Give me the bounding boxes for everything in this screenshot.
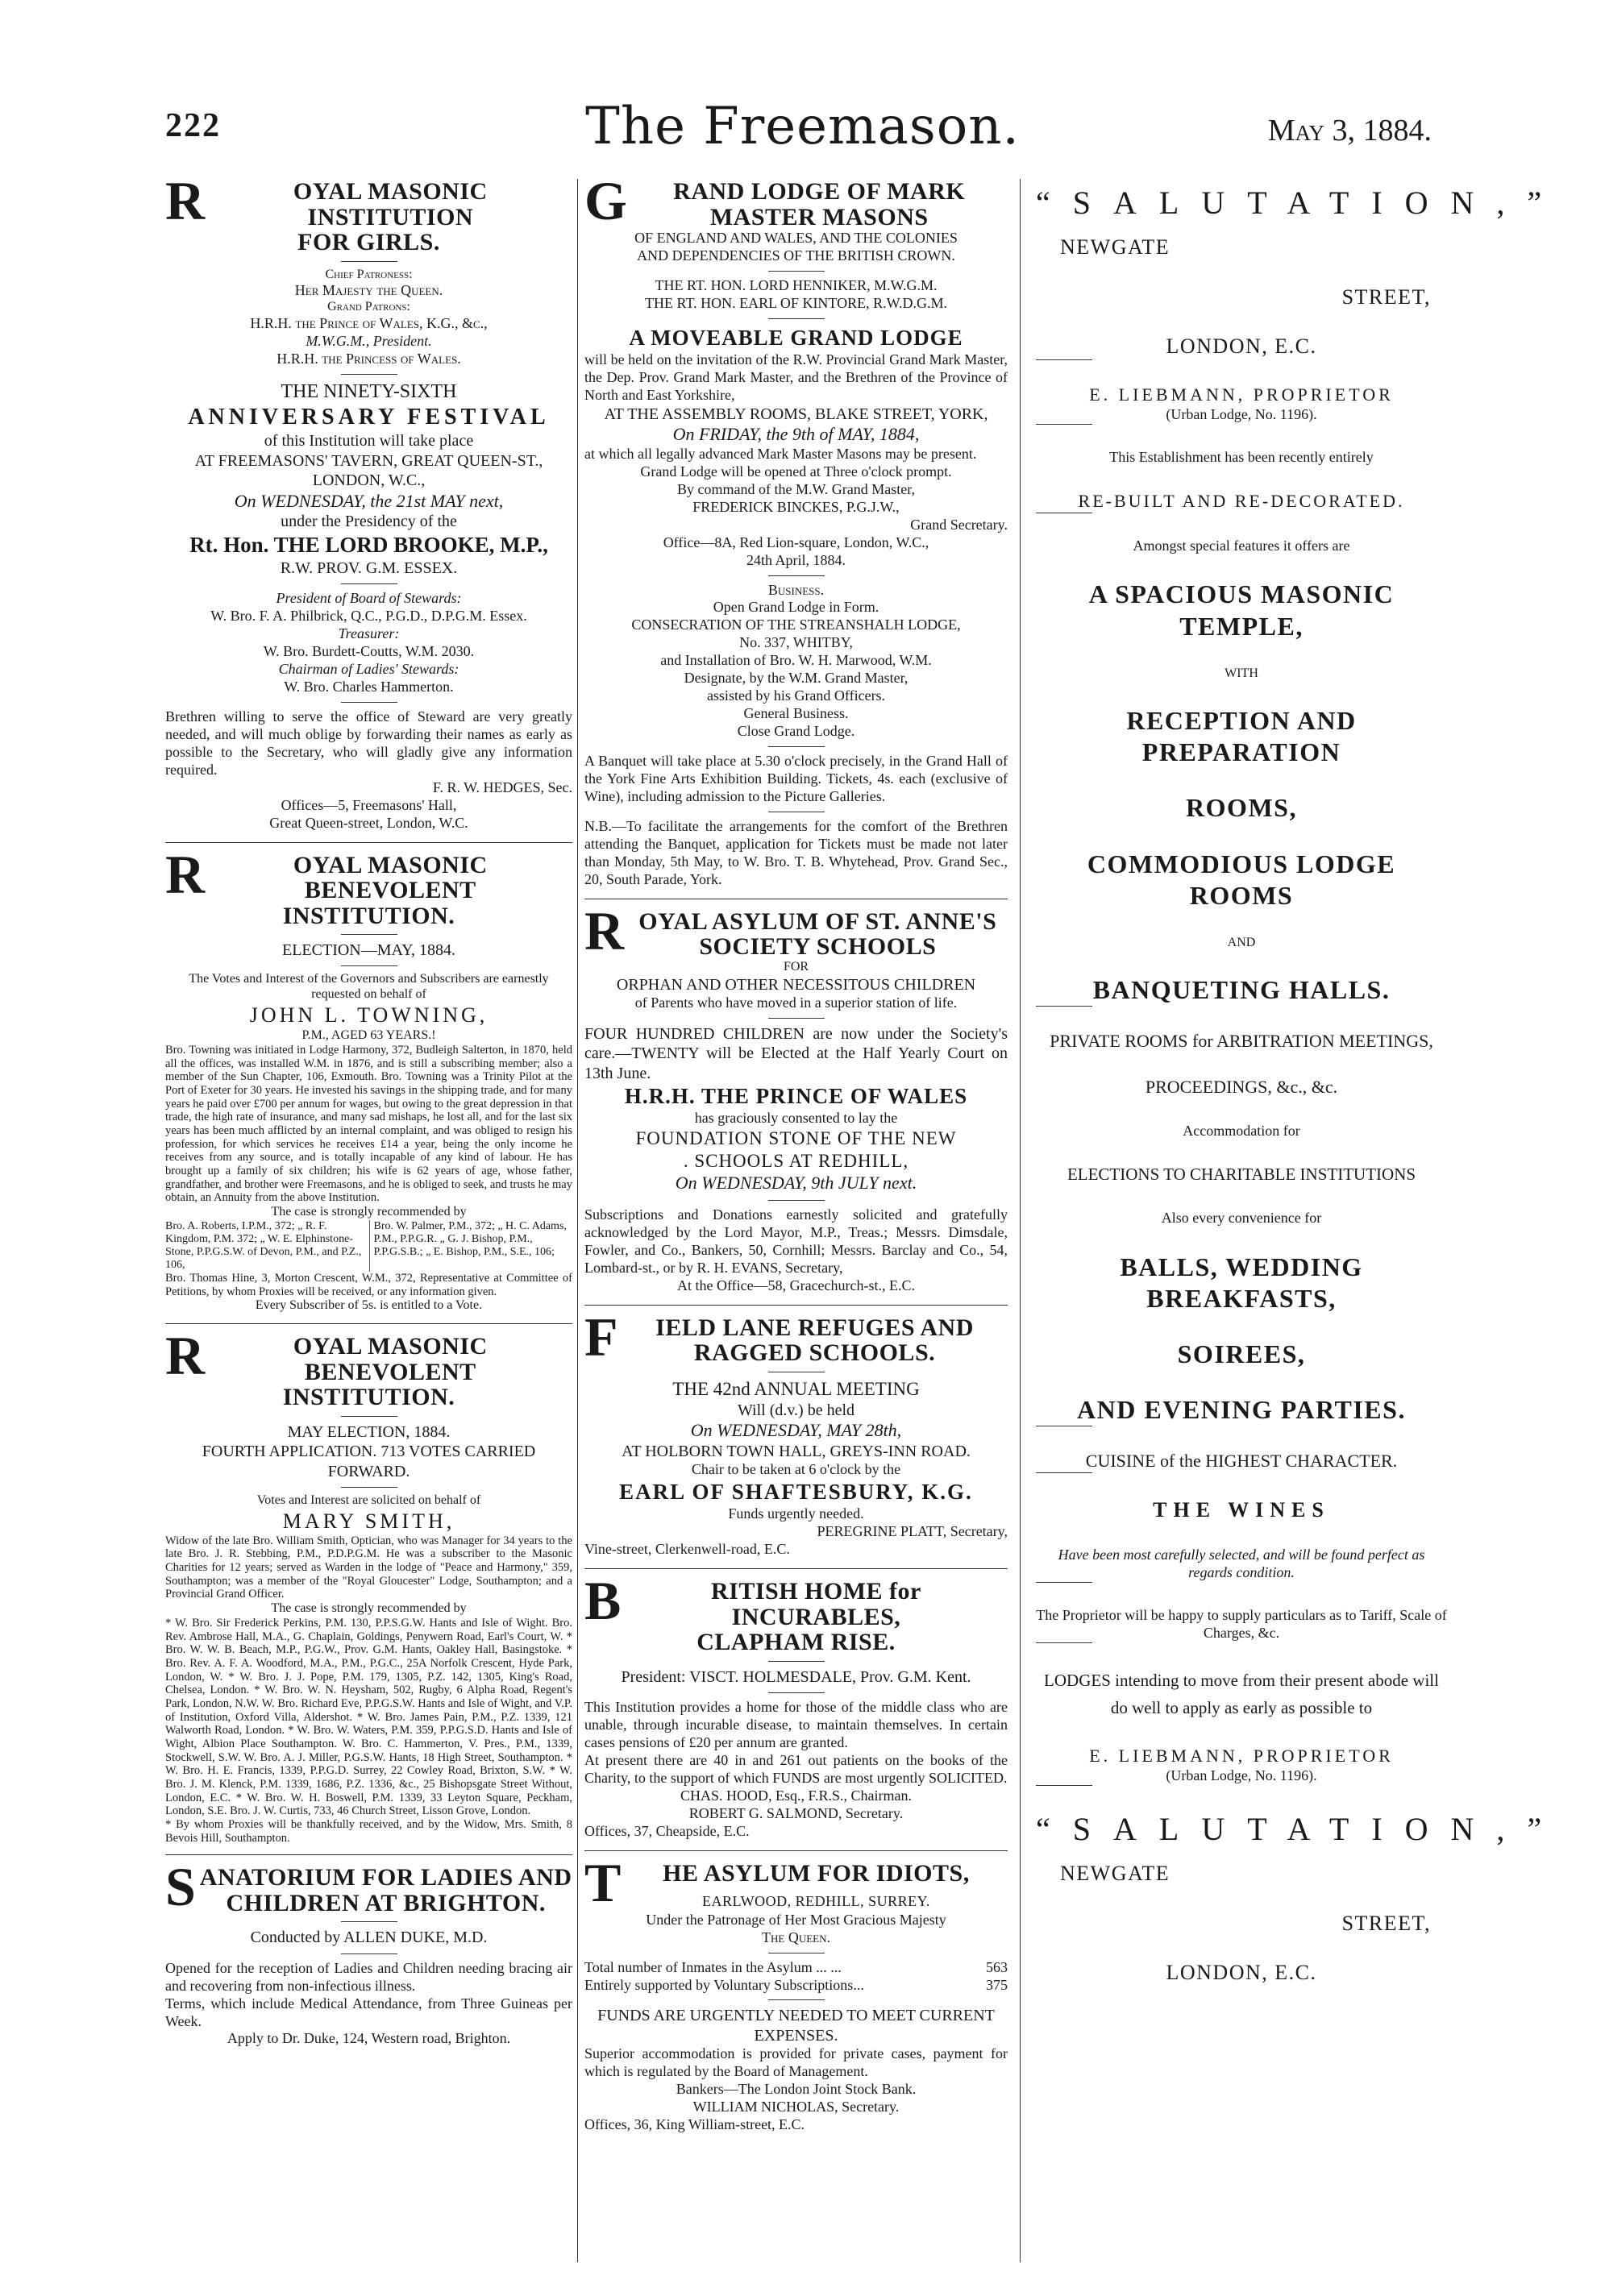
text-line: Every Subscriber of 5s. is entitled to a Vote. [255,1298,483,1313]
text-line: AND DEPENDENCIES OF THE BRITISH CROWN. [637,247,955,264]
ad-title: F IELD LANE REFUGES AND RAGGED SCHOOLS. [584,1306,974,1368]
text-line: AND [1227,935,1256,949]
text-line: . SCHOOLS AT REDHILL, [683,1151,909,1172]
recommenders [165,1220,572,1272]
salutation-title: “SALUTATION,” [1036,185,1565,221]
text-line: (Urban Lodge, No. 1196). [1166,405,1317,422]
body-text: The Proprietor will be happy to supply particulars as to Tariff, Scale of Charges, &c. [1036,1607,1447,1642]
text-line: RE-BUILT AND RE-DECORATED. [1078,490,1405,511]
text-line: FUNDS ARE URGENTLY NEEDED TO MEET CURRENT EXPENSES. [597,2007,995,2045]
text-line: Amongst special features it offers are [1133,537,1350,554]
feature: AND EVENING PARTIES. [1077,1394,1406,1424]
text-line: ELECTIONS TO CHARITABLE INSTITUTIONS [1067,1165,1416,1185]
body-text: Bro. Thomas Hine, 3, Morton Crescent, W.M., 372, Representative at Committee of Petitions, by whom Proxies will be received, or any information given. [165,1272,572,1298]
event-date: On WEDNESDAY, 9th JULY next. [675,1173,917,1194]
value: 563 [986,1958,1008,1975]
text-line: AT FREEMASONS' TAVERN, GREAT QUEEN-ST., [194,451,543,470]
text-line: The Queen. [762,1929,830,1945]
page-header [0,0,1605,173]
text-line: FOR [783,959,809,974]
proprietor: E. LIEBMANN, PROPRIETOR [1089,1746,1394,1767]
subheading: A MOVEABLE GRAND LODGE [629,325,963,350]
text-line: OF ENGLAND AND WALES, AND THE COLONIES [634,230,958,246]
body-text: * By whom Proxies will be thankfully received, and by the Widow, Mrs. Smith, 8 Bevois Hill, Southampton. [165,1817,572,1845]
event-date: On FRIDAY, the 9th of MAY, 1884, [672,424,920,444]
salutation-title: “SALUTATION,” [1036,1811,1565,1848]
text-line: THE RT. HON. LORD HENNIKER, M.W.G.M. [655,276,938,293]
text-line: of Parents who have moved in a superior station of life. [634,994,958,1011]
address: Offices—5, Freemasons' Hall, [281,796,457,813]
text-line: THE 42nd ANNUAL MEETING [672,1378,920,1399]
feature: COMMODIOUS LODGE ROOMS [1087,849,1396,910]
event-date: On WEDNESDAY, MAY 28th, [690,1420,902,1441]
column-rule-2 [1020,179,1021,2262]
label: President of Board of Stewards: [276,590,462,607]
candidate-name: MARY SMITH, [282,1509,455,1533]
text-line: The case is strongly recommended by [271,1204,467,1219]
festival-title: ANNIVERSARY FESTIVAL [188,405,550,430]
ad-title: R OYAL MASONIC BENEVOLENT INSTITUTION. [165,843,488,929]
subheading: H.R.H. THE PRINCE OF WALES [624,1084,968,1109]
value: 375 [986,1976,1008,1993]
text-line: under the Presidency of the [281,513,457,531]
text-line: W. Bro. Burdett-Coutts, W.M. 2030. [263,643,475,660]
text-line: Open Grand Lodge in Form. [713,599,879,616]
address: At the Office—58, Gracechurch-st., E.C. [676,1277,916,1293]
text-line: W. Bro. Charles Hammerton. [284,678,454,695]
text-line: of this Institution will take place [264,432,474,450]
text-line: FOUNDATION STONE OF THE NEW [635,1128,957,1149]
address: Offices, 36, King William-street, E.C. [584,2116,805,2133]
text-line: This Establishment has been recently entirely [1109,448,1374,465]
text-line: AT HOLBORN TOWN HALL, GREYS-INN ROAD. [622,1442,971,1460]
text-line: ROBERT G. SALMOND, Secretary. [688,1804,904,1821]
ad-title: ROYAL ASYLUM OF ST. ANNE'S SOCIETY SCHOOLS [584,899,997,961]
body-text: at which all legally advanced Mark Master Masons may be present. [584,445,977,462]
body-text: Subscriptions and Donations earnestly solicited and gratefully acknowledged by the Lord Mayor, M.P., Treas.; Messrs. Dimsdale, Fowler, and Co., Bankers, 50, Cornhill; Messrs. Barclay and Co., 54, Lombard-st., or by R. H. EVANS, Secretary, [584,1206,1008,1276]
text-line: Also every convenience for [1161,1209,1322,1226]
text-line: No. 337, WHITBY, [739,634,853,651]
text-line: Will (d.v.) be held [737,1401,855,1419]
ad-girls-institution [165,170,572,832]
page-number: 222 [165,107,221,144]
text-line: R.W. PROV. G.M. ESSEX. [280,558,458,577]
text-line: has graciously consented to lay the [694,1110,898,1127]
text-line: PROCEEDINGS, &c., &c. [1145,1077,1338,1098]
text-line: Conducted by ALLEN DUKE, M.D. [250,1929,488,1947]
ad-title: SANATORIUM FOR LADIES AND CHILDREN AT BRIGHTON. [165,1856,572,1918]
text-line: LONDON, W.C., [312,471,426,490]
chief-patroness-label: Chief Patroness: [325,267,413,281]
ad-mark-masters [584,170,1008,889]
body-text: N.B.—To facilitate the arrangements for the comfort of the Brethren attending the Banquet, application for Tickets must be made not later than Monday, 5th May, to W. Bro. T. B. Whytehead, Prov. Grand Sec., 20, South Parade, York. [584,817,1008,887]
column-3 [1036,179,1565,1986]
address: Great Queen-street, London, W.C. [269,814,468,831]
ad-sanatorium [165,1856,572,2048]
signature: PEREGRINE PLATT, Secretary, [817,1523,1008,1540]
text-line: P.M., AGED 63 YEARS.! [301,1028,436,1042]
text-line: ORPHAN AND OTHER NECESSITOUS CHILDREN [616,975,976,994]
festival-number: THE NINETY-SIXTH [281,381,457,403]
feature: ROOMS, [1186,793,1297,823]
address: Vine-street, Clerkenwell-road, E.C. [584,1541,790,1558]
text-line: CHAS. HOOD, Esq., F.R.S., Chairman. [680,1787,913,1804]
label: Chairman of Ladies' Stewards: [278,661,459,678]
ad-benevolent-smith [165,1325,572,1845]
text-line: Funds urgently needed. [728,1505,864,1522]
text-line: Under the Patronage of Her Most Gracious Majesty [646,1911,946,1928]
text-line: CUISINE of the HIGHEST CHARACTER. [1085,1450,1398,1471]
candidate-name: JOHN L. TOWNING, [249,1003,489,1028]
president: Rt. Hon. THE LORD BROOKE, M.P., [189,532,548,557]
ad-title: B RITISH HOME for INCURABLES, CLAPHAM RISE. [584,1570,921,1656]
feature: A SPACIOUS MASONIC TEMPLE, [1088,579,1395,641]
text-line: Business. [767,581,825,598]
body-text: Superior accommodation is provided for private cases, payment for which is regulated by the Board of Management. [584,2045,1008,2080]
text-line: The case is strongly recommended by [271,1601,467,1615]
text-line: General Business. [743,705,849,722]
body-text: Bro. Towning was initiated in Lodge Harmony, 372, Budleigh Salterton, in 1870, held all the offices, was installed W.M. in 1876, and is still a subscribing member; also a member of the Sun Chapter, 106, Exmouth. Bro. Towning was a Trinity Pilot at the Port of Exeter for 30 years. He invested his savings in the shipping trade, and for many years he paid over £700 per annum for wages, but owing to the great depression in that trade, the high rate of insurance, and many sad mishaps, he lost all, and for the last six years has been much afflicted by an internal complaint, and was obliged to resign his profession, for which services he receives £14 a year, being the only income he receives from any source, and is totally incapable of any kind of labour. He has brought up a family of six children; his wife is 62 years of age, whose father, grandfather, and brother were Freemasons, and he is obliged to seek, and trusts he may obtain, an Annuity from the above Institution. [165,1043,572,1205]
recommenders-right: Bro. W. Palmer, P.M., 372; „ H. C. Adams, P.M., P.P.G.R. „ G. J. Bishop, P.M., P.P.G.S.B.; „ E. Bishop, P.M., S.E., 106; [369,1220,573,1272]
election: ELECTION—MAY, 1884. [281,941,455,960]
ad-title: G RAND LODGE OF MARK MASTER MASONS [584,170,966,231]
recommenders-left: Bro. A. Roberts, I.P.M., 372; „ R. F. Kingdom, P.M. 372; „ W. E. Elphinstone-Stone, P.P.G.S.W. of Devon, P.M., and P.Z., 106, [165,1219,362,1272]
body-text: Widow of the late Bro. William Smith, Optician, who was Manager for 34 years to the late Bro. J. R. Stebbing, P.M., P.D.P.G.M. He was a subscriber to the Masonic Charities for 12 years; served as Warden in the lodge of "Peace and Harmony," 359, Southampton; was a member of the "Royal Gloucester" Lodge, Southampton; and a Provincial Grand Officer. [165,1534,572,1601]
election: MAY ELECTION, 1884. [287,1422,451,1441]
column-rule-1 [577,179,578,2262]
text-line: FOURTH APPLICATION. 713 VOTES CARRIED FORWARD. [202,1443,536,1480]
body-text: A Banquet will take place at 5.30 o'clock precisely, in the Grand Hall of the York Fine Arts Exhibition Building. Tickets, 4s. each (exclusive of Wine), including admission to the Picture Galleries. [584,753,1008,804]
signature: FREDERICK BINCKES, P.G.J.W., [692,498,900,515]
address: Apply to Dr. Duke, 124, Western road, Brighton. [227,2030,511,2047]
text-line: AT THE ASSEMBLY ROOMS, BLAKE STREET, YORK, [604,405,988,423]
ad-title: R OYAL MASONIC BENEVOLENT INSTITUTION. [165,1325,488,1411]
text-line: Designate, by the W.M. Grand Master, [684,670,909,687]
body-text: Have been most carefully selected, and will be found perfect as regards condition. [1058,1547,1425,1581]
recommenders: * W. Bro. Sir Frederick Perkins, P.M. 130, P.P.S.G.W. Hants and Isle of Wight. Bro. Rev. Ambrose Hall, M.A., G. Chaplain, Goldings, Penywern Road, Earl's Court, W. * Bro. W. W. B. Beach, M.P., P.G.W., Prov. G.M. Hants, Oakley Hall, Basingstoke. * Bro. Rev. A. F. A. Woodford, M.A., P.M., P.G.C., 25A Norfolk Crescent, Hyde Park, London, W. * W. Bro. J. J. Pope, P.M. 179, 1305, P.Z. 142, 1305, King's Road, Chelsea, London. * W. Bro. W. N. Heysham, 502, Rugby, 6 Alpha Road, Regent's Park, London, N.W. W. Bro. Richard Eve, P.P.G.S.W. Hants and Isle of Wight, and V.P. of Institution, Oxford Villa, Aldershot. * W. Bro. James Pain, P.M., P.Z. 1339, 121 Walworth Road, London. * W. Bro. W. Waters, P.M. 359, P.P.G.S.D. Hants and Isle of Wight, Albion Place Southampton. W. Bro. C. Hammerton, V. Pres., P.M., 1339, Stockwell, S.W. W. Bro. A. J. Miller, P.G.S.W. Hants, 18 High Street, Southampton. * W. Bro. H. E. Francis, 1339, P.P.G.D. Surrey, 22 Cowley Road, Brixton, S.W. * W. Bro. J. M. Klenck, P.M. 1339, 1686, P.Z. 1336, &c., 25 Bishopsgate Street Without, London, E.C. * W. Bro. W. H. Boswell, P.M. 1339, 33 Leyton Square, Peckham, London, S.E. Bro. J. W. Curtis, 733, 46 Church Street, Lisson Grove, London. [165,1616,572,1818]
body-text: Brethren willing to serve the office of Steward are very greatly needed, and will much oblige by forwarding their names as early as possible to the Secretary, who will gladly give any information required. [165,708,572,778]
body-text: At present there are 40 in and 261 out patients on the books of the Charity, to the support of which FUNDS are most urgently SOLICITED. [584,1751,1008,1786]
feature: RECEPTION AND PREPARATION [1126,706,1357,767]
grand-patrons-label: Grand Patrons: [327,300,410,314]
label: Entirely supported by Voluntary Subscriptions... [584,1976,864,1993]
column-2 [584,170,1008,2142]
label: Treasurer: [338,625,400,642]
text-line: NEWGATE [1060,235,1170,259]
text-line: STREET, [1341,1911,1431,1935]
text-line: Chair to be taken at 6 o'clock by the [691,1461,901,1478]
ad-benevolent-towning [165,843,572,1314]
body-text: This Institution provides a home for those of the middle class who are unable, through incurable disease, to maintain themselves. In certain cases pensions of £20 per annum are granted. [584,1699,1008,1750]
text-line: By command of the M.W. Grand Master, [676,480,916,497]
patron: H.R.H. the Prince of Wales, K.G., &c., [250,315,488,332]
text-line: CONSECRATION OF THE STREANSHALH LODGE, [631,617,961,633]
body-text: will be held on the invitation of the R.W. Provincial Grand Mark Master, the Dep. Prov. Grand Mark Master, and the Brethren of the Province of North and East Yorkshire, [584,351,1008,403]
text-line: LONDON, E.C. [1166,334,1317,359]
subheading: EARL OF SHAFTESBURY, K.G. [619,1480,973,1505]
voluntary-row [584,1977,1008,1995]
ad-asylum-idiots [584,1851,1008,2134]
text-line: and Installation of Bro. W. H. Marwood, W.M. [660,652,932,669]
body-text: FOUR HUNDRED CHILDREN are now under the Society's care.—TWENTY will be Elected at the Half Yearly Court on 13th June. [584,1024,1008,1082]
text-line: W. Bro. F. A. Philbrick, Q.C., P.G.D., D.P.G.M. Essex. [210,608,527,625]
chief-patroness: Her Majesty the Queen. [294,282,443,299]
patron: M.W.G.M., President. [306,333,432,350]
patron: H.R.H. the Princess of Wales. [277,351,461,367]
ad-british-home [584,1570,1008,1841]
festival-date: On WEDNESDAY, the 21st MAY next, [234,490,504,511]
text-line: The Votes and Interest of the Governors and Subscribers are earnestly requested on behalf of [189,972,549,1002]
inmates-row [584,1959,1008,1977]
text-line: LONDON, E.C. [1166,1961,1317,1985]
text-line: (Urban Lodge, No. 1196). [1166,1767,1317,1784]
body-text: Opened for the reception of Ladies and Children needing bracing air and recovering from non-infectious illness. [165,1959,572,1994]
label: Total number of Inmates in the Asylum ... ... [584,1958,842,1975]
feature: SOIREES, [1177,1339,1306,1368]
ad-title: T HE ASYLUM FOR IDIOTS, EARLWOOD, REDHILL, SURREY. [584,1851,970,1913]
text-line: PRIVATE ROOMS for ARBITRATION MEETINGS, [1050,1031,1433,1052]
text-line: THE RT. HON. EARL OF KINTORE, R.W.D.G.M. [645,294,947,311]
subheading: THE WINES [1153,1497,1330,1522]
text-line: Grand Lodge will be opened at Three o'clock prompt. [640,463,952,480]
text-line: Close Grand Lodge. [737,723,855,740]
text-line: WILLIAM NICHOLAS, Secretary. [692,2099,900,2115]
feature: BALLS, WEDDING BREAKFASTS, [1120,1252,1363,1313]
text-line: Bankers—The London Joint Stock Bank. [676,2081,917,2098]
address: Office—8A, Red Lion-square, London, W.C., [663,534,929,550]
text-line: STREET, [1341,284,1431,309]
text-line: Votes and Interest are solicited on behalf of [256,1493,481,1508]
text-line: WITH [1225,666,1258,680]
text-line: NEWGATE [1060,1861,1170,1885]
text-line: 24th April, 1884. [746,551,846,568]
feature: BANQUETING HALLS. [1092,975,1391,1005]
text-line: President: VISCT. HOLMESDALE, Prov. G.M. Kent. [621,1667,971,1686]
text-line: assisted by his Grand Officers. [706,687,886,704]
proprietor: E. LIEBMANN, PROPRIETOR [1089,384,1394,405]
ad-field-lane [584,1306,1008,1559]
ad-title: R OYAL MASONIC INSTITUTION FOR GIRLS. [165,170,488,255]
text-line: Grand Secretary. [910,516,1008,533]
ad-st-annes [584,899,1008,1295]
signature: F. R. W. HEDGES, Sec. [432,778,572,795]
text-line: Accommodation for [1183,1123,1300,1140]
address: Offices, 37, Cheapside, E.C. [584,1822,750,1839]
issue-date: May 3, 1884. [1267,114,1432,147]
column-1 [165,170,572,2056]
masthead: The Freemason. [585,97,1020,156]
body-text: Terms, which include Medical Attendance, from Three Guineas per Week. [165,1995,572,2029]
body-text: LODGES intending to move from their present abode will do well to apply as early as possible to [1044,1671,1439,1717]
